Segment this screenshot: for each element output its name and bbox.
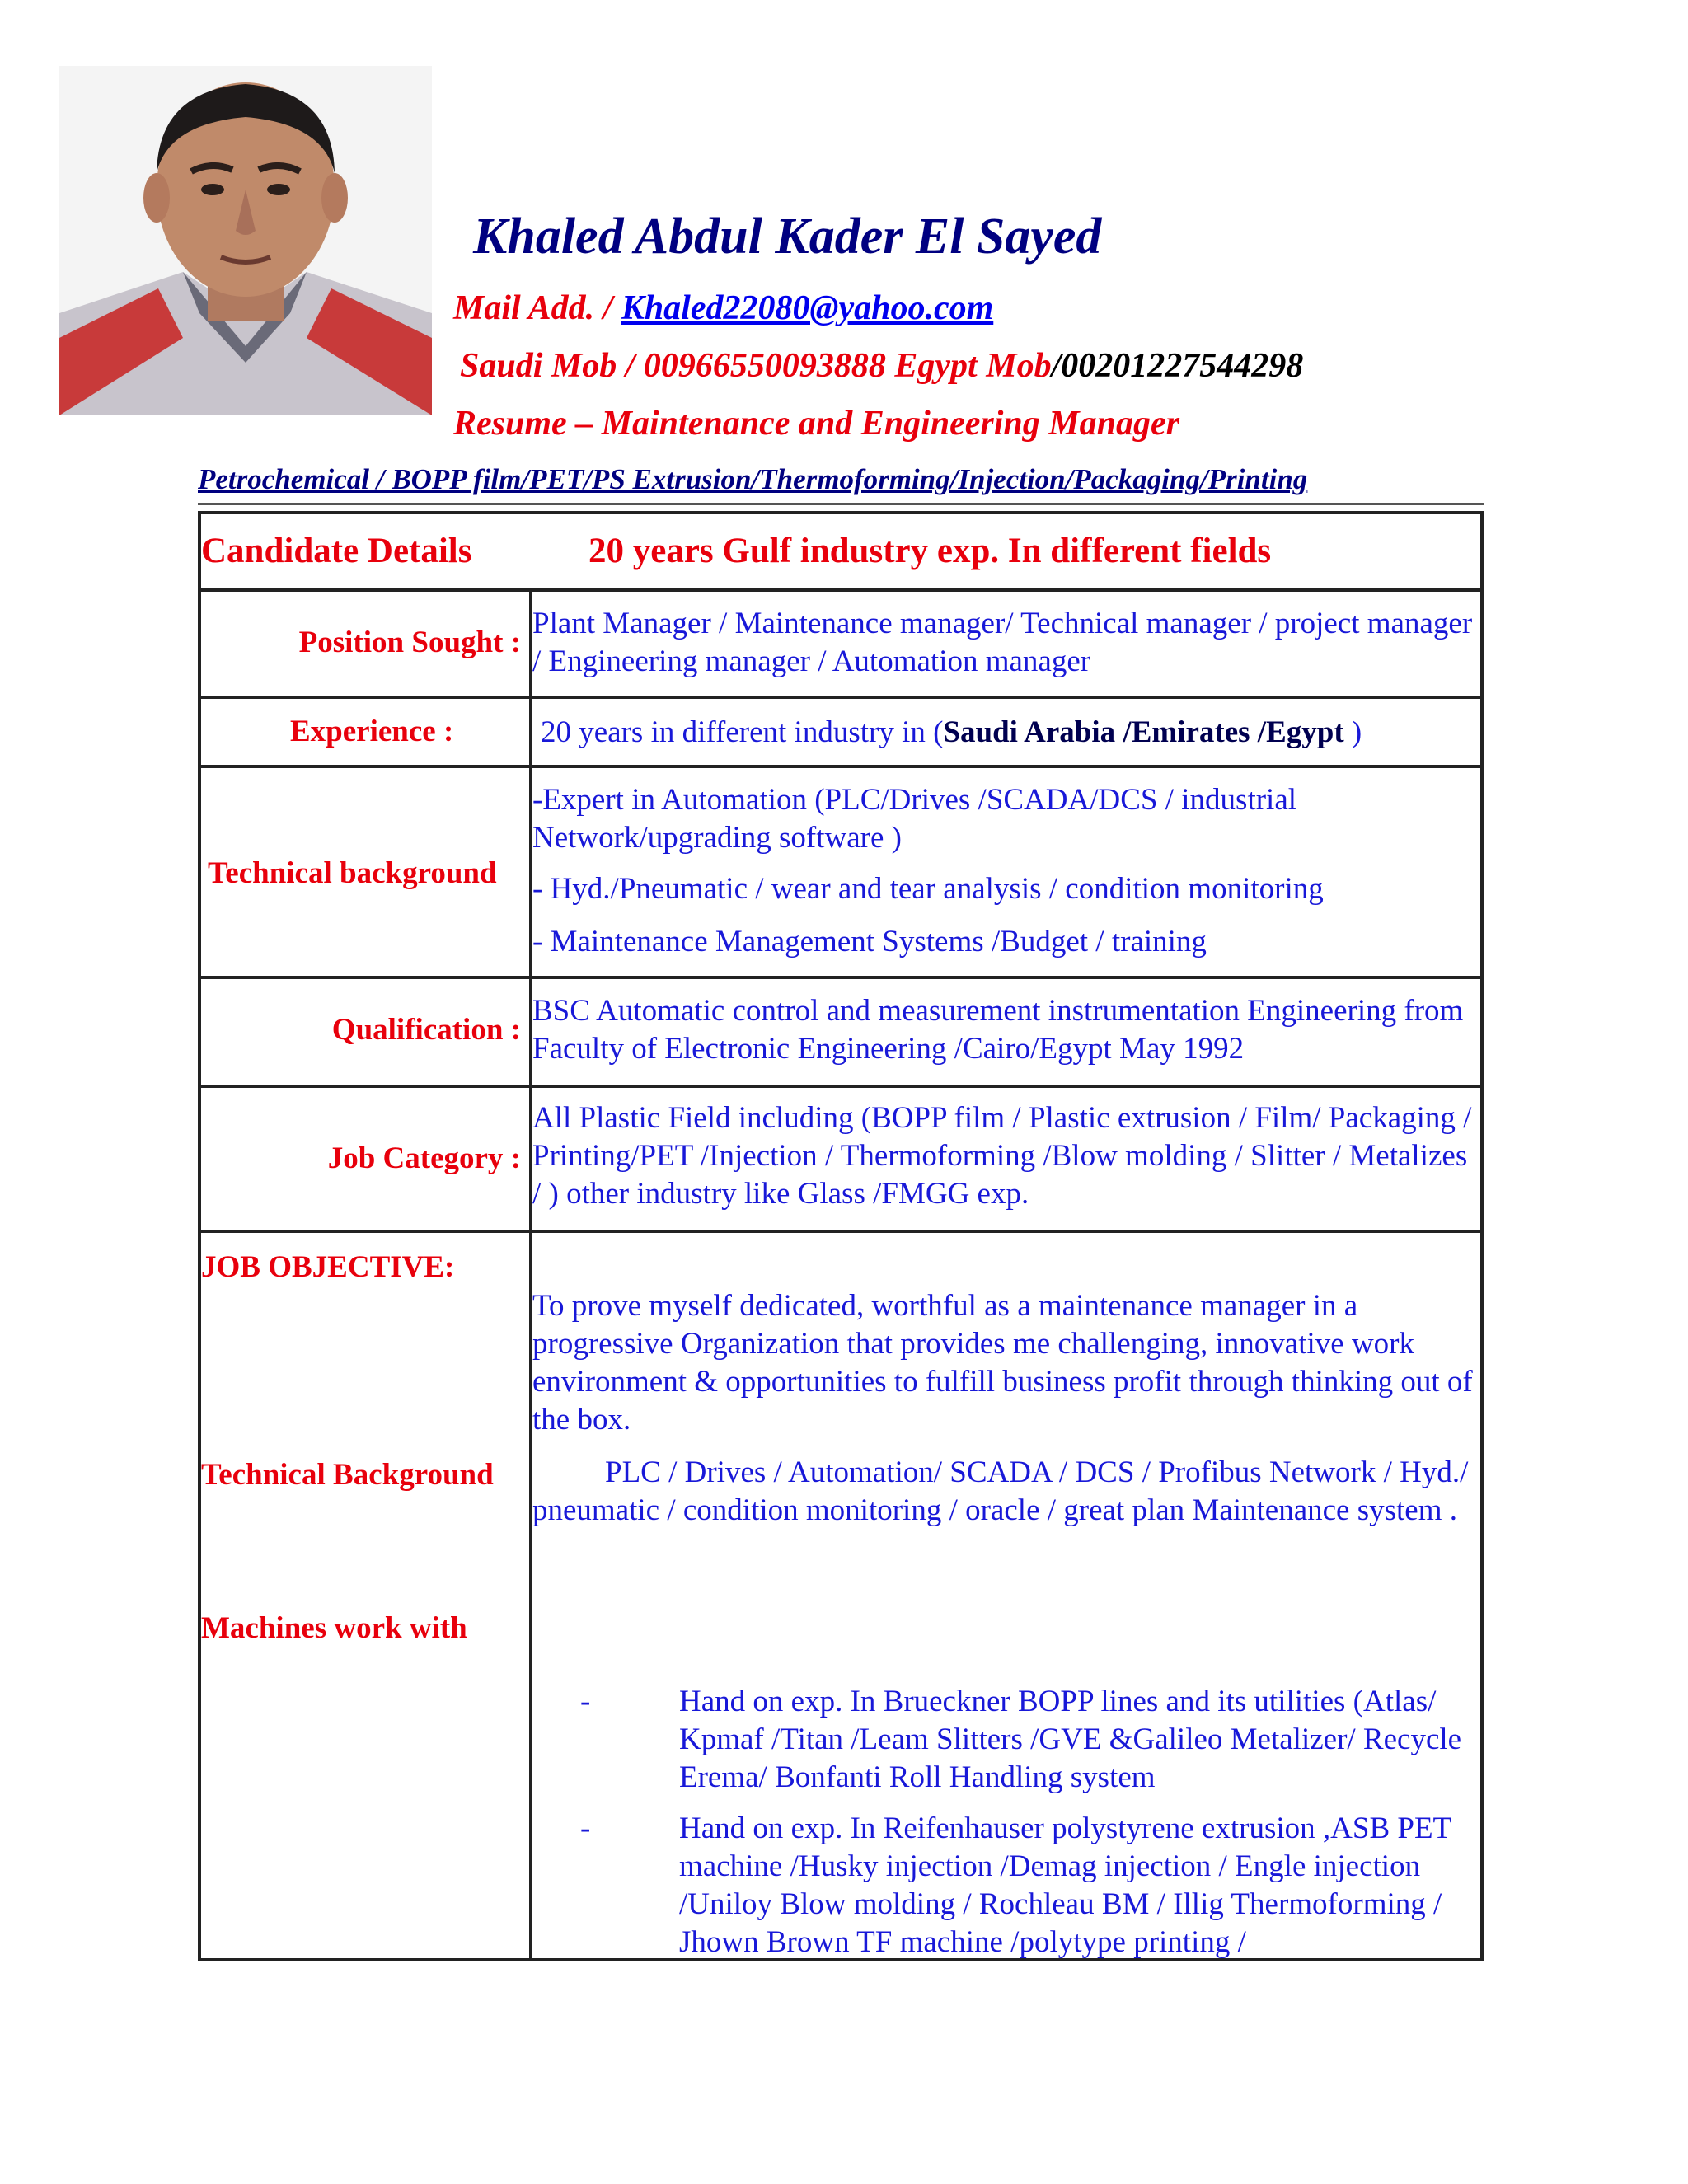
profile-photo bbox=[59, 66, 432, 415]
experience-summary-heading: 20 years Gulf industry exp. In different fields bbox=[588, 532, 1272, 570]
job-category-row bbox=[201, 1088, 1480, 1233]
job-category-label: Job Category : bbox=[327, 1141, 521, 1175]
technical-item: -Expert in Automation (PLC/Drives /SCADA/DCS / industrial Network/upgrading software ) bbox=[532, 783, 1297, 855]
egypt-mobile: /00201227544298 bbox=[1051, 347, 1304, 385]
table-heading-row bbox=[201, 514, 1480, 592]
qualification-value: BSC Automatic control and measurement instrumentation Engineering from Faculty of Electronic Engineering /Cairo/Egypt May 1992 bbox=[532, 994, 1464, 1066]
experience-row bbox=[201, 699, 1480, 768]
email-link[interactable]: Khaled22080@yahoo.com bbox=[621, 289, 994, 327]
technical-background-row bbox=[201, 768, 1480, 979]
position-value: Plant Manager / Maintenance manager/ Technical manager / project manager / Engineering manager / Automation manager bbox=[532, 607, 1473, 678]
email-label: Mail Add. / bbox=[453, 289, 621, 327]
candidate-name: Khaled Abdul Kader El Sayed bbox=[473, 209, 1102, 265]
machines-bullet-text: Hand on exp. In Brueckner BOPP lines and its utilities (Atlas/ Kpmaf /Titan /Leam Slitters /GVE &Galileo Metalizer/ Recycle Erema/ Bonfanti Roll Handling system bbox=[679, 1685, 1462, 1794]
job-objective-label: JOB OBJECTIVE: bbox=[201, 1250, 455, 1284]
technical-background-2-value: PLC / Drives / Automation/ SCADA / DCS / Profibus Network / Hyd./ pneumatic / condition monitoring / oracle / great plan Maintenance system . bbox=[532, 1455, 1469, 1527]
technical-background-2-label: Technical Background bbox=[201, 1458, 494, 1492]
job-objective-value: To prove myself dedicated, worthful as a maintenance manager in a progressive Organization that provides me challenging, innovative work environment & opportunities to fulfill business profit through thinking out of the box. bbox=[532, 1289, 1473, 1436]
candidate-details-heading: Candidate Details bbox=[201, 532, 472, 570]
mobile-line bbox=[460, 346, 1303, 386]
technical-item: - Maintenance Management Systems /Budget / training bbox=[532, 925, 1207, 958]
position-label: Position Sought : bbox=[298, 626, 521, 659]
experience-countries: Saudi Arabia /Emirates /Egypt bbox=[943, 715, 1352, 749]
saudi-mobile: Saudi Mob / 00966550093888 Egypt Mob bbox=[460, 347, 1052, 385]
portrait-illustration bbox=[59, 66, 432, 415]
machines-bullet bbox=[580, 1683, 1487, 1797]
machines-bullet bbox=[580, 1810, 1487, 1961]
job-category-value: All Plastic Field including (BOPP film / Plastic extrusion / Film/ Packaging / Printing/PET /Injection / Thermoforming /Blow molding / Slitter / Metalizes / ) other industry like Glass /FMGG exp. bbox=[532, 1101, 1472, 1211]
qualification-label: Qualification : bbox=[331, 1013, 521, 1047]
machines-label: Machines work with bbox=[201, 1611, 467, 1645]
header-divider bbox=[198, 503, 1484, 505]
column-divider bbox=[529, 592, 532, 1958]
experience-value bbox=[541, 714, 1489, 752]
experience-prefix: 20 years in different industry in ( bbox=[541, 715, 944, 749]
industry-fields: Petrochemical / BOPP film/PET/PS Extrusion/Thermoforming/Injection/Packaging/Printing bbox=[198, 463, 1308, 495]
candidate-details-table bbox=[198, 511, 1484, 1961]
machines-bullet-text: Hand on exp. In Reifenhauser polystyrene extrusion ,ASB PET machine /Husky injection /Demag injection / Engle injection /Uniloy Blow molding / Rochleau BM / Illig Thermoforming / Jhown Brown TF machine /polytype printing / bbox=[679, 1811, 1451, 1959]
technical-background-label: Technical background bbox=[208, 856, 497, 890]
bullet-marker: - bbox=[580, 1685, 591, 1718]
email-line bbox=[453, 288, 993, 328]
technical-item: - Hyd./Pneumatic / wear and tear analysis / condition monitoring bbox=[532, 872, 1324, 906]
experience-label: Experience : bbox=[290, 715, 454, 748]
qualification-row bbox=[201, 979, 1480, 1088]
experience-suffix: ) bbox=[1351, 715, 1362, 749]
position-row bbox=[201, 592, 1480, 699]
resume-title: Resume – Maintenance and Engineering Manager bbox=[453, 405, 1179, 443]
objective-section bbox=[201, 1233, 1480, 1958]
bullet-marker: - bbox=[580, 1811, 591, 1845]
